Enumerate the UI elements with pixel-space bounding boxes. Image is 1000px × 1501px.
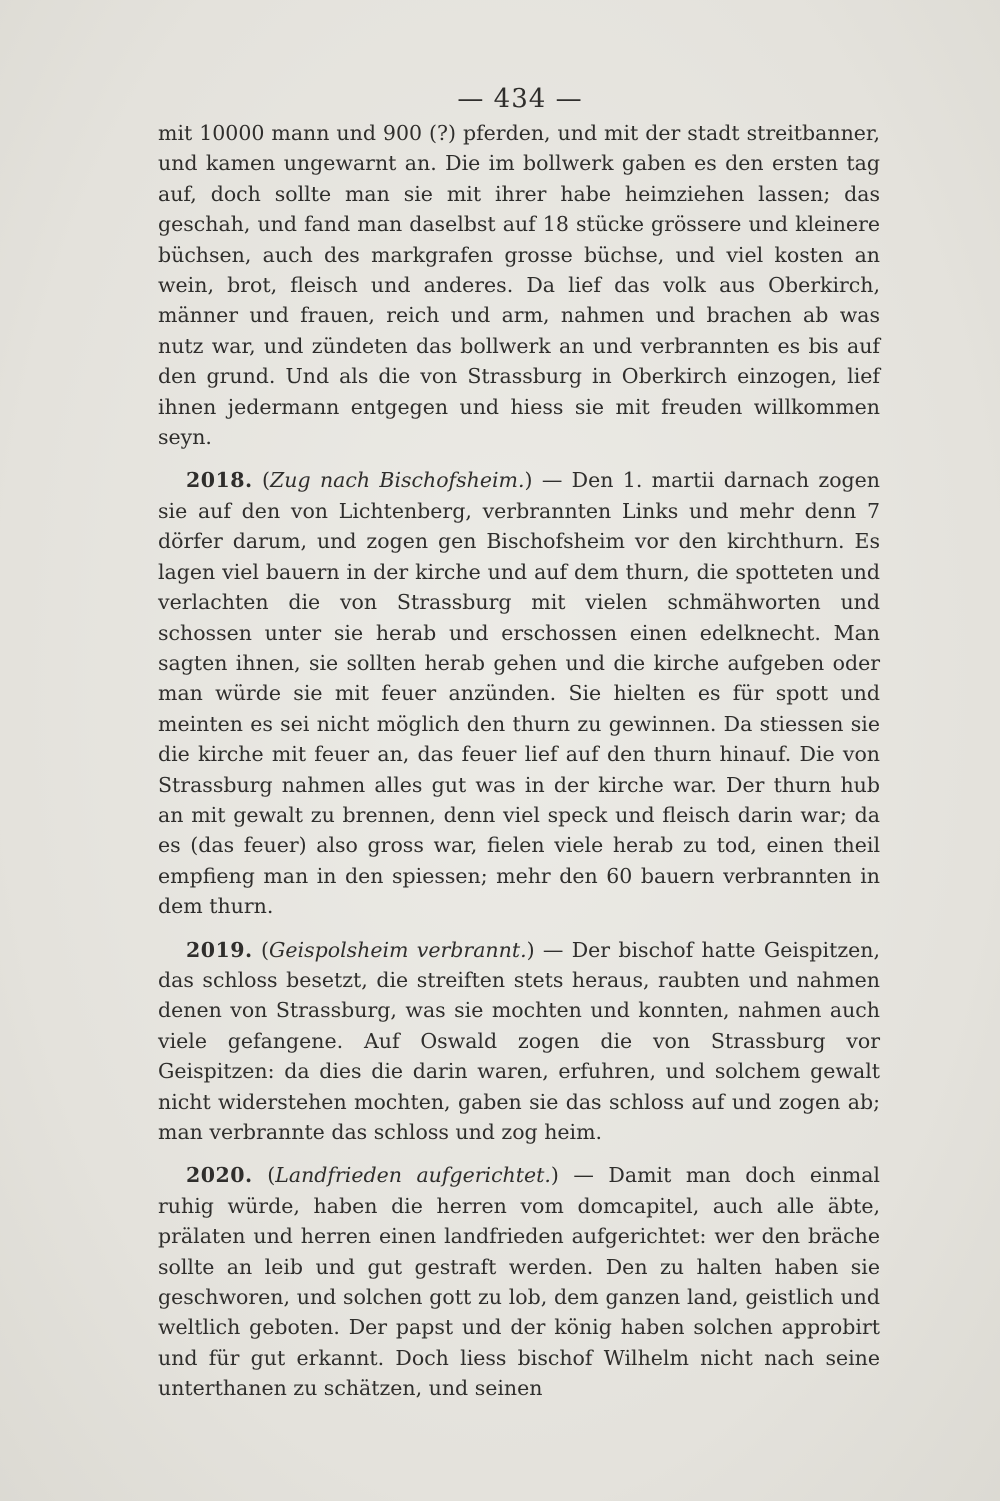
entry-2019: [158, 935, 880, 1148]
page-body: [158, 118, 880, 1404]
entry-title: Landfrieden aufgerichtet.: [275, 1163, 551, 1188]
entry-2020: [158, 1160, 880, 1403]
entry-title: Geispolsheim verbrannt.: [269, 937, 527, 962]
entry-paren-close: ): [526, 937, 535, 962]
entry-title: Zug nach Bischofsheim.: [270, 468, 525, 493]
page-number: — 434 —: [457, 84, 583, 114]
entry-paren-open: (: [261, 937, 270, 962]
entry-number: 2019.: [186, 937, 253, 962]
entry-paren-open: (: [262, 468, 271, 493]
entry-text: — Der bischof hatte Geispitzen, das schloss besetzt, die streiften stets heraus, raubten und nahmen denen von Strassburg, was sie mochten und konnten, nahmen auch viele gefangene. Auf Oswald zogen die von Strassburg vor Geispitzen: da dies die darin waren, erfuhren, und solchem gewalt nicht widerstehen mochten, gaben sie das schloss auf und zogen ab; man verbrannte das schloss und zog heim.: [158, 937, 880, 1144]
entry-paren-close: ): [550, 1163, 559, 1188]
entry-2018: [158, 465, 880, 921]
entry-number: 2020.: [186, 1163, 253, 1188]
entry-number: 2018.: [186, 468, 253, 493]
continued-paragraph: mit 10000 mann und 900 (?) pferden, und mit der stadt streitbanner, und kamen ungewarnt an. Die im bollwerk gaben es den ersten tag auf, doch sollte man sie mit ihrer habe heimziehen lassen; das geschah, und fand man daselbst auf 18 stücke grössere und kleinere büchsen, auch des markgrafen grosse büchse, und viel kosten an wein, brot, fleisch und anderes. Da lief das volk aus Oberkirch, männer und frauen, reich und arm, nahmen und brachen ab was nutz war, und zündeten das bollwerk an und verbrannten es bis auf den grund. Und als die von Strassburg in Oberkirch einzogen, lief ihnen jedermann entgegen und hiess sie mit freuden willkommen seyn.: [158, 121, 880, 450]
entry-text: — Damit man doch einmal ruhig würde, haben die herren vom domcapitel, auch alle äbte, prälaten und herren einen landfrieden aufgerichtet: wer den bräche sollte an leib und gut gestraft werden. Den zu halten haben sie geschworen, und solchen gott zu lob, dem ganzen land, geistlich und weltlich geboten. Der papst und der könig haben solchen approbirt und für gut erkannt. Doch liess bischof Wilhelm nicht nach seine unterthanen zu schätzen, und seinen: [158, 1163, 880, 1401]
entry-paren-open: (: [267, 1163, 276, 1188]
entry-paren-close: ): [524, 468, 533, 493]
entry-text: — Den 1. martii darnach zogen sie auf den von Lichtenberg, verbrannten Links und mehr denn 7 dörfer darum, und zogen gen Bischofsheim vor den kirchthurn. Es lagen viel bauern in der kirche und auf dem thurn, die spotteten und verlachten die von Strassburg mit vielen schmähworten und schossen unter sie herab und erschossen einen edelknecht. Man sagten ihnen, sie sollten herab gehen und die kirche aufgeben oder man würde sie mit feuer anzünden. Sie hielten es für spott und meinten es sei nicht möglich den thurn zu gewinnen. Da stiessen sie die kirche mit feuer an, das feuer lief auf den thurn hinauf. Die von Strassburg nahmen alles gut was in der kirche war. Der thurn hub an mit gewalt zu brennen, denn viel speck und fleisch darin war; da es (das feuer) also gross war, fielen viele herab zu tod, einen theil empfieng man in den spiessen; mehr den 60 bauern verbrannten in dem thurn.: [158, 468, 880, 919]
